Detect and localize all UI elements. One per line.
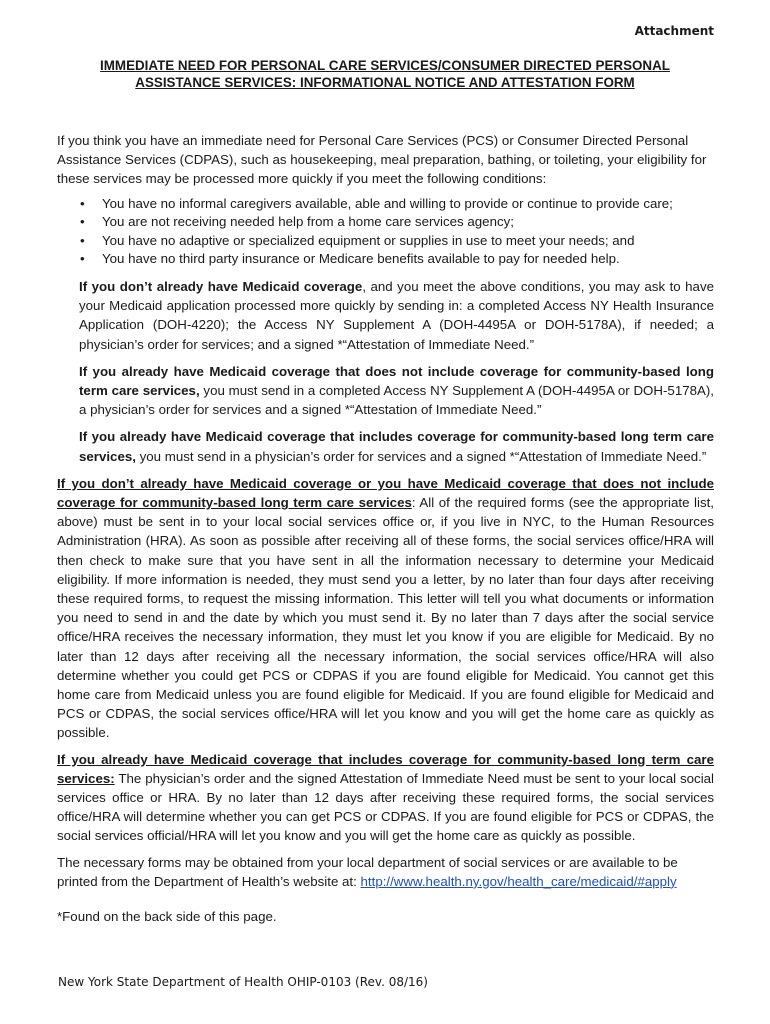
document-body xyxy=(57,131,714,926)
paragraph-lead: If you don’t already have Medicaid coverage xyxy=(79,278,363,294)
paragraph-text: The necessary forms may be obtained from your local department of social services or are available to be printed from the Department of Health’s website at: xyxy=(57,854,678,889)
process-no-medicaid-paragraph xyxy=(57,474,714,743)
process-medicaid-paragraph xyxy=(57,750,714,846)
doh-website-link[interactable]: http://www.health.ny.gov/health_care/medicaid/#apply xyxy=(360,873,677,889)
list-item xyxy=(57,250,714,269)
paragraph-lead: If you already have Medicaid coverage that does not include coverage for community-based long term care services, xyxy=(79,363,714,398)
page-footer: New York State Department of Health OHIP-0103 (Rev. 08/16) xyxy=(58,975,428,989)
forms-info-paragraph xyxy=(57,853,714,891)
page-title: IMMEDIATE NEED FOR PERSONAL CARE SERVICES/CONSUMER DIRECTED PERSONAL ASSISTANCE SERVICES: INFORMATIONAL NOTICE AND ATTESTATION FORM xyxy=(100,58,670,90)
bullet-icon: • xyxy=(80,214,85,230)
no-medicaid-paragraph xyxy=(79,277,714,354)
footnote: *Found on the back side of this page. xyxy=(57,909,277,925)
bullet-icon: • xyxy=(80,251,85,267)
paragraph-text: you must send in a physician’s order for services and a signed *“Attestation of Immediate Need.” xyxy=(135,448,707,464)
list-item xyxy=(57,195,714,214)
paragraph-lead: If you already have Medicaid coverage that includes coverage for community-based long term care services, xyxy=(79,429,714,464)
medicaid-with-cbltc-paragraph xyxy=(79,427,714,465)
paragraph-lead: If you already have Medicaid coverage that includes coverage for community-based long term care services: xyxy=(57,751,714,786)
attachment-label: Attachment xyxy=(634,24,714,38)
paragraph-text: , and you meet the above conditions, you may ask to have your Medicaid application processed more quickly by sending in: a completed Access NY Health Insurance Application (DOH-4220); the Access NY Supplement A (DOH-4495A or DOH-5178A), if needed; a physician’s order for services; and a signed *“Attestation of Immediate Need.” xyxy=(79,278,714,352)
paragraph-text: The physician’s order and the signed Attestation of Immediate Need must be sent to your local social services office or HRA. By no later than 12 days after receiving these required forms, the social services office/HRA will determine whether you can get PCS or CDPAS. If you are found eligible for PCS or CDPAS, the social services official/HRA will let you know and you will get the home care as quickly as possible. xyxy=(57,770,714,844)
bullet-icon: • xyxy=(80,232,85,248)
bullet-icon: • xyxy=(80,195,85,211)
condition-text: You have no adaptive or specialized equipment or supplies in use to meet your needs; and xyxy=(102,232,635,248)
condition-text: You have no third party insurance or Medicare benefits available to pay for needed help. xyxy=(102,251,620,267)
paragraph-text: you must send in a completed Access NY Supplement A (DOH-4495A or DOH-5178A), a physician’s order for services and a signed *“Attestation of Immediate Need.” xyxy=(79,383,714,418)
paragraph-text: : All of the required forms (see the appropriate list, above) must be sent in to your local social services office or, if you live in NYC, to the Human Resources Administration (HRA). As soon as possible after receiving all of these forms, the social services office/HRA will then check to make sure that you have sent in all the information necessary to determine your Medicaid eligibility. If more information is needed, they must send you a letter, by no later than four days after receiving these required forms, to request the missing information. This letter will tell you what documents or information you need to send in and the date by which you must send it. By no later than 7 days after the social service office/HRA receives the necessary information, they must let you know if you are eligible for Medicaid. By no later than 12 days after receiving all the necessary information, the social services office/HRA will also determine whether you could get PCS or CDPAS if you are found eligible for Medicaid. You cannot get this home care from Medicaid unless you are found eligible for Medicaid. If you are found eligible for Medicaid and PCS or CDPAS, the social services office/HRA will let you know and you will get the home care as quickly as possible. xyxy=(57,495,714,741)
condition-text: You have no informal caregivers available, able and willing to provide or continue to provide care; xyxy=(102,195,673,211)
conditions-list xyxy=(57,195,714,269)
list-item xyxy=(57,232,714,251)
medicaid-without-cbltc-paragraph xyxy=(79,362,714,420)
list-item xyxy=(57,213,714,232)
intro-paragraph: If you think you have an immediate need for Personal Care Services (PCS) or Consumer Directed Personal Assistance Services (CDPAS), such as housekeeping, meal preparation, bathing, or toileting, your eligibility for these services may be processed more quickly if you meet the following conditions: xyxy=(57,133,707,187)
condition-text: You are not receiving needed help from a home care services agency; xyxy=(102,214,514,230)
paragraph-lead: If you don’t already have Medicaid coverage or you have Medicaid coverage that does not include coverage for community-based long term care services xyxy=(57,475,714,511)
